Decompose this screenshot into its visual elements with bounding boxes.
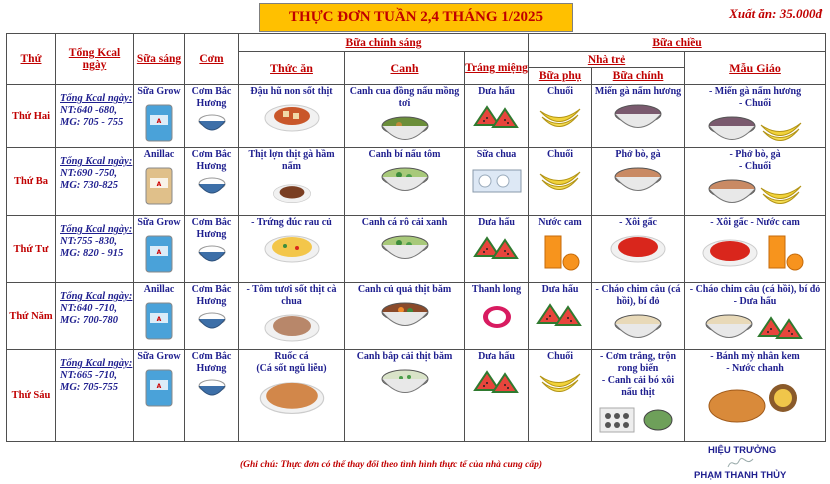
milk-label: Anillac — [143, 284, 175, 295]
soup-label: Canh củ quả thịt băm — [357, 284, 452, 295]
dish-photo — [239, 176, 344, 210]
side-meal-label: Nước cam — [538, 217, 582, 228]
table-row — [7, 85, 826, 148]
dessert-label: Sữa chua — [476, 149, 517, 160]
kindergarten-label: - Phở bò, gà - Chuối — [729, 149, 781, 172]
soup-label: Canh cua đồng nấu mồng tơi — [349, 86, 460, 109]
soup-label: Canh cá rô cải xanh — [361, 217, 448, 228]
soup-cell — [345, 283, 465, 350]
kindergarten-cell — [685, 148, 826, 216]
milk-label: Anillac — [143, 149, 175, 160]
kindergarten-photo — [685, 113, 825, 147]
col-header-dessert: Tráng miệng — [465, 52, 529, 85]
side-meal-label: Chuối — [546, 149, 574, 160]
main-meal-label: Miến gà nấm hương — [594, 86, 682, 97]
main-meal-cell — [592, 350, 685, 442]
col-header-side-meal: Bữa phụ — [529, 68, 592, 85]
side-meal-label: Chuối — [546, 86, 574, 97]
menu-title: THỰC ĐƠN TUẦN 2,4 THÁNG 1/2025 — [259, 3, 573, 32]
svg-text:A: A — [156, 316, 162, 323]
kindergarten-label: - Xôi gấc - Nước cam — [710, 217, 800, 228]
side-meal-cell — [529, 283, 592, 350]
soup-photo — [345, 299, 464, 333]
main-meal-photo — [592, 232, 684, 264]
soup-photo — [345, 164, 464, 198]
main-meal-cell — [592, 216, 685, 283]
kindergarten-cell — [685, 85, 826, 148]
kcal-nt: NT:640 -710, — [60, 303, 117, 314]
milk-cell — [134, 85, 185, 148]
side-meal-photo — [529, 232, 591, 272]
main-meal-cell — [592, 148, 685, 216]
side-meal-cell — [529, 148, 592, 216]
col-header-nursery: Nhà trẻ — [529, 52, 685, 68]
kcal-cell — [56, 216, 134, 283]
day-cell: Thứ Hai — [7, 85, 56, 148]
kcal-mg: MG: 820 - 915 — [60, 248, 124, 259]
dish-label: - Trứng đúc rau củ — [251, 217, 332, 228]
kindergarten-cell — [685, 283, 826, 350]
rice-label: Cơm Bắc Hương — [191, 86, 232, 109]
table-row — [7, 283, 826, 350]
col-header-day: Thứ — [7, 34, 56, 85]
kindergarten-label: - Bánh mỳ nhân kem - Nước chanh — [710, 351, 800, 374]
dessert-photo — [465, 232, 528, 264]
dessert-label: Dưa hấu — [478, 217, 515, 228]
main-meal-cell — [592, 85, 685, 148]
main-meal-photo — [592, 164, 684, 198]
dish-cell — [239, 283, 345, 350]
soup-label: Canh bắp cải thịt băm — [356, 351, 453, 362]
rice-bowl-icon — [185, 244, 238, 266]
soup-label: Canh bí nấu tôm — [368, 149, 441, 160]
milk-carton-icon — [134, 101, 184, 143]
milk-carton-icon — [134, 299, 184, 341]
dessert-label: Dưa hấu — [478, 86, 515, 97]
dessert-label: Thanh long — [471, 284, 522, 295]
col-header-afternoon-meal: Bữa chiều — [529, 34, 826, 52]
dish-photo — [239, 101, 344, 133]
kcal-title: Tổng Kcal ngày: — [60, 224, 133, 235]
principal-name: PHẠM THANH THỦY — [694, 470, 787, 481]
col-header-morning-meal: Bữa chính sáng — [239, 34, 529, 52]
kindergarten-photo — [685, 176, 825, 210]
day-cell: Thứ Ba — [7, 148, 56, 216]
main-meal-photo — [592, 311, 684, 345]
kindergarten-label: - Miến gà nấm hương - Chuối — [708, 86, 802, 109]
soup-cell — [345, 148, 465, 216]
kcal-title: Tổng Kcal ngày: — [60, 291, 133, 302]
col-header-main-meal: Bữa chính — [592, 68, 685, 85]
svg-text:A: A — [156, 249, 162, 256]
dessert-cell — [465, 216, 529, 283]
kcal-title: Tổng Kcal ngày: — [60, 93, 133, 104]
soup-photo — [345, 232, 464, 266]
side-meal-photo — [529, 101, 591, 131]
dessert-photo — [465, 164, 528, 198]
kcal-cell — [56, 283, 134, 350]
dish-cell — [239, 148, 345, 216]
milk-cell — [134, 283, 185, 350]
side-meal-cell — [529, 216, 592, 283]
milk-label: Sữa Grow — [137, 217, 181, 228]
kcal-title: Tổng Kcal ngày: — [60, 358, 133, 369]
dessert-photo — [465, 101, 528, 133]
main-meal-label: - Cơm trắng, trộn rong biển - Canh cải bó xôi nấu thịt — [599, 351, 677, 398]
dessert-cell — [465, 350, 529, 442]
day-cell: Thứ Năm — [7, 283, 56, 350]
rice-bowl-icon — [185, 113, 238, 135]
milk-cell — [134, 350, 185, 442]
main-meal-label: - Cháo chim câu (cá hồi), bí đỏ — [595, 284, 681, 307]
col-header-dish: Thức ăn — [239, 52, 345, 85]
side-meal-cell — [529, 85, 592, 148]
side-meal-cell — [529, 350, 592, 442]
kindergarten-photo — [685, 232, 825, 272]
rice-label: Cơm Bắc Hương — [191, 149, 232, 172]
footer-note: (Ghi chú: Thực đơn có thể thay đổi theo tình hình thực tế của nhà cung cấp) — [240, 460, 543, 470]
side-meal-photo — [529, 299, 591, 331]
kcal-cell — [56, 85, 134, 148]
main-meal-label: Phở bò, gà — [615, 149, 661, 160]
col-header-soup: Canh — [345, 52, 465, 85]
milk-label: Sữa Grow — [137, 351, 181, 362]
rice-bowl-icon — [185, 378, 238, 400]
kcal-nt: NT:690 -750, — [60, 168, 117, 179]
milk-cell — [134, 216, 185, 283]
dessert-label: Dưa hấu — [478, 351, 515, 362]
side-meal-photo — [529, 366, 591, 396]
side-meal-photo — [529, 164, 591, 194]
table-row — [7, 148, 826, 216]
kindergarten-label: - Cháo chim câu (cá hồi), bí đỏ - Dưa hấu — [689, 284, 821, 307]
kcal-cell — [56, 350, 134, 442]
main-meal-photo — [592, 402, 684, 436]
dish-label: Thịt lợn thịt gà hầm nấm — [248, 149, 335, 172]
kcal-mg: MG: 700-780 — [60, 315, 119, 326]
dish-cell — [239, 216, 345, 283]
side-meal-label: Dưa hấu — [541, 284, 579, 295]
dessert-cell — [465, 85, 529, 148]
day-cell: Thứ Tư — [7, 216, 56, 283]
rice-bowl-icon — [185, 311, 238, 333]
rice-cell — [185, 283, 239, 350]
col-header-rice: Cơm — [185, 34, 239, 85]
soup-photo — [345, 366, 464, 400]
soup-cell — [345, 350, 465, 442]
rice-cell — [185, 148, 239, 216]
signature-icon — [726, 455, 756, 471]
kindergarten-cell — [685, 216, 826, 283]
dish-photo — [239, 378, 344, 416]
dish-label: Ruốc cá (Cá sốt ngũ liễu) — [256, 351, 327, 374]
milk-carton-icon — [134, 232, 184, 274]
dish-cell — [239, 85, 345, 148]
weekly-menu-table — [6, 33, 826, 442]
dish-photo — [239, 232, 344, 264]
dessert-cell — [465, 148, 529, 216]
principal-label: HIỆU TRƯỞNG — [708, 445, 777, 456]
col-header-milk: Sữa sáng — [134, 34, 185, 85]
day-cell: Thứ Sáu — [7, 350, 56, 442]
table-row — [7, 350, 826, 442]
dish-label: Đậu hũ non sốt thịt — [250, 86, 333, 97]
main-meal-photo — [592, 101, 684, 135]
milk-carton-icon — [134, 164, 184, 206]
rice-cell — [185, 350, 239, 442]
kindergarten-cell — [685, 350, 826, 442]
soup-cell — [345, 85, 465, 148]
col-header-kcal: Tổng Kcal ngày — [56, 34, 134, 85]
rice-bowl-icon — [185, 176, 238, 198]
main-meal-label: - Xôi gấc — [619, 217, 657, 228]
dish-photo — [239, 311, 344, 343]
dessert-photo — [465, 299, 528, 333]
kcal-mg: MG: 730-825 — [60, 180, 119, 191]
soup-photo — [345, 113, 464, 147]
rice-cell — [185, 216, 239, 283]
rice-label: Cơm Bắc Hương — [191, 284, 232, 307]
kcal-mg: MG: 705 - 755 — [60, 117, 124, 128]
dessert-photo — [465, 366, 528, 398]
svg-text:A: A — [156, 118, 162, 125]
svg-text:A: A — [156, 181, 162, 188]
milk-cell — [134, 148, 185, 216]
kcal-title: Tổng Kcal ngày: — [60, 156, 133, 167]
milk-carton-icon — [134, 366, 184, 408]
soup-cell — [345, 216, 465, 283]
kcal-mg: MG: 705-755 — [60, 382, 119, 393]
milk-label: Sữa Grow — [137, 86, 181, 97]
kcal-nt: NT:665 -710, — [60, 370, 117, 381]
svg-text:A: A — [156, 383, 162, 390]
meal-price: Xuất ăn: 35.000đ — [729, 6, 822, 21]
rice-label: Cơm Bắc Hương — [191, 351, 232, 374]
main-meal-cell — [592, 283, 685, 350]
side-meal-label: Chuối — [546, 351, 574, 362]
dish-cell — [239, 350, 345, 442]
kindergarten-photo — [685, 311, 825, 345]
dish-label: - Tôm tươi sốt thịt cà chua — [246, 284, 337, 307]
kcal-nt: NT:640 -680, — [60, 105, 117, 116]
rice-cell — [185, 85, 239, 148]
kcal-nt: NT:755 -830, — [60, 236, 117, 247]
rice-label: Cơm Bắc Hương — [191, 217, 232, 240]
table-row — [7, 216, 826, 283]
kcal-cell — [56, 148, 134, 216]
dessert-cell — [465, 283, 529, 350]
col-header-kindergarten: Mẫu Giáo — [685, 52, 826, 85]
kindergarten-photo — [685, 378, 825, 428]
